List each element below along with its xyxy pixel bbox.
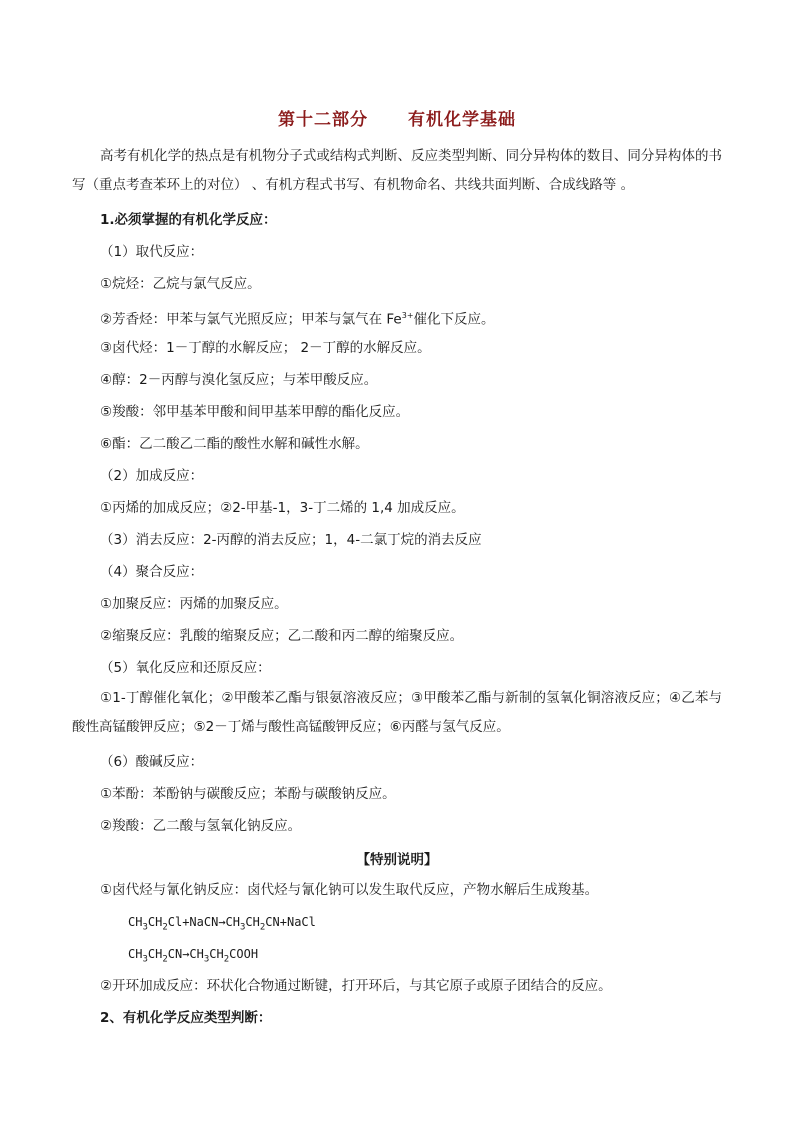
- sub-heading-elimination: （3）消去反应：2-丙醇的消去反应；1，4-二氯丁烷的消去反应: [100, 532, 482, 548]
- eq2-part: COOH: [229, 947, 259, 961]
- item-alkane: ①烷烃：乙烷与氯气反应。: [100, 276, 261, 292]
- sub-heading-polymerization: （4）聚合反应：: [100, 564, 204, 580]
- item-ester: ⑥酯：乙二酸乙二酯的酸性水解和碱性水解。: [100, 436, 369, 452]
- item-addition: ①丙烯的加成反应；②2-甲基-1，3-丁二烯的 1,4 加成反应。: [100, 500, 465, 516]
- special-item-ring-opening: ②开环加成反应：环状化合物通过断键，打开环后，与其它原子或原子团结合的反应。: [100, 978, 612, 994]
- special-item-cyanide: ①卤代烃与氰化钠反应：卤代烃与氰化钠可以发生取代反应，产物水解后生成羧基。: [100, 882, 599, 898]
- intro-paragraph: 高考有机化学的热点是有机物分子式或结构式判断、反应类型判断、同分异构体的数目、同分异构体的书写（重点考查苯环上的对位） 、有机方程式书写、有机物命名、共线共面判断、合成线路等 。: [72, 148, 722, 193]
- item-haloalkane: ③卤代烃：1－丁醇的水解反应； 2－丁醇的水解反应。: [100, 340, 431, 356]
- eq1-part: CN+NaCl: [265, 915, 316, 929]
- eq2-part: CN→CH: [167, 947, 204, 961]
- eq2-part: CH: [147, 947, 163, 961]
- sub-heading-substitution: （1）取代反应：: [100, 244, 204, 260]
- section-2-heading: 2、有机化学反应类型判断：: [100, 1010, 272, 1026]
- title-name: 有机化学基础: [408, 110, 516, 130]
- equation-1: [128, 912, 316, 937]
- item-redox: ①1-丁醇催化氧化；②甲酸苯乙酯与银氨溶液反应；③甲酸苯乙酯与新制的氢氧化铜溶液反应；④乙苯与酸性高锰酸钾反应；⑤2－丁烯与酸性高锰酸钾反应；⑥丙醛与氢气反应。: [72, 690, 722, 735]
- item-alcohol: ④醇：2－丙醇与溴化氢反应；与苯甲酸反应。: [100, 372, 378, 388]
- item-carboxylic-acid: ⑤羧酸：邻甲基苯甲酸和间甲基苯甲醇的酯化反应。: [100, 404, 410, 420]
- eq1-part: CH: [128, 915, 143, 929]
- fe-charge: 3+: [401, 311, 414, 320]
- item-carboxylic-base: ②羧酸：乙二酸与氢氧化钠反应。: [100, 818, 302, 834]
- sub-heading-addition: （2）加成反应：: [100, 468, 204, 484]
- item-phenol: ①苯酚：苯酚钠与碳酸反应；苯酚与碳酸钠反应。: [100, 786, 396, 802]
- item-aromatic-text-end: 催化下反应。: [413, 311, 495, 328]
- item-addition-polymerization: ①加聚反应：丙烯的加聚反应。: [100, 596, 288, 612]
- sub-heading-acid-base: （6）酸碱反应：: [100, 754, 204, 770]
- title-part: 第十二部分: [278, 110, 368, 130]
- sub-heading-redox: （5）氧化反应和还原反应：: [100, 660, 271, 676]
- eq2-part: CH: [209, 947, 224, 961]
- eq2-sub: 3: [142, 954, 148, 965]
- eq1-part: CH: [147, 915, 163, 929]
- eq1-sub: 2: [162, 922, 168, 933]
- eq1-part: Cl+NaCN→CH: [167, 915, 240, 929]
- eq2-sub: 2: [162, 954, 168, 965]
- special-note-heading: 【特别说明】: [356, 852, 438, 868]
- item-condensation-polymerization: ②缩聚反应：乳酸的缩聚反应；乙二酸和丙二醇的缩聚反应。: [100, 628, 464, 644]
- eq2-sub: 3: [203, 954, 210, 965]
- item-aromatic: [100, 306, 495, 330]
- eq1-sub: 2: [259, 922, 266, 933]
- eq2-sub: 2: [223, 954, 230, 965]
- section-1-heading: 1.必须掌握的有机化学反应：: [100, 212, 277, 228]
- eq1-sub: 3: [240, 922, 246, 933]
- equation-2: [128, 944, 258, 969]
- eq1-part: CH: [245, 915, 260, 929]
- item-aromatic-text: ②芳香烃：甲苯与氯气光照反应；甲苯与氯气在 Fe: [100, 311, 402, 328]
- eq2-part: CH: [128, 947, 143, 961]
- page-title: [0, 105, 794, 130]
- eq1-sub: 3: [142, 922, 148, 933]
